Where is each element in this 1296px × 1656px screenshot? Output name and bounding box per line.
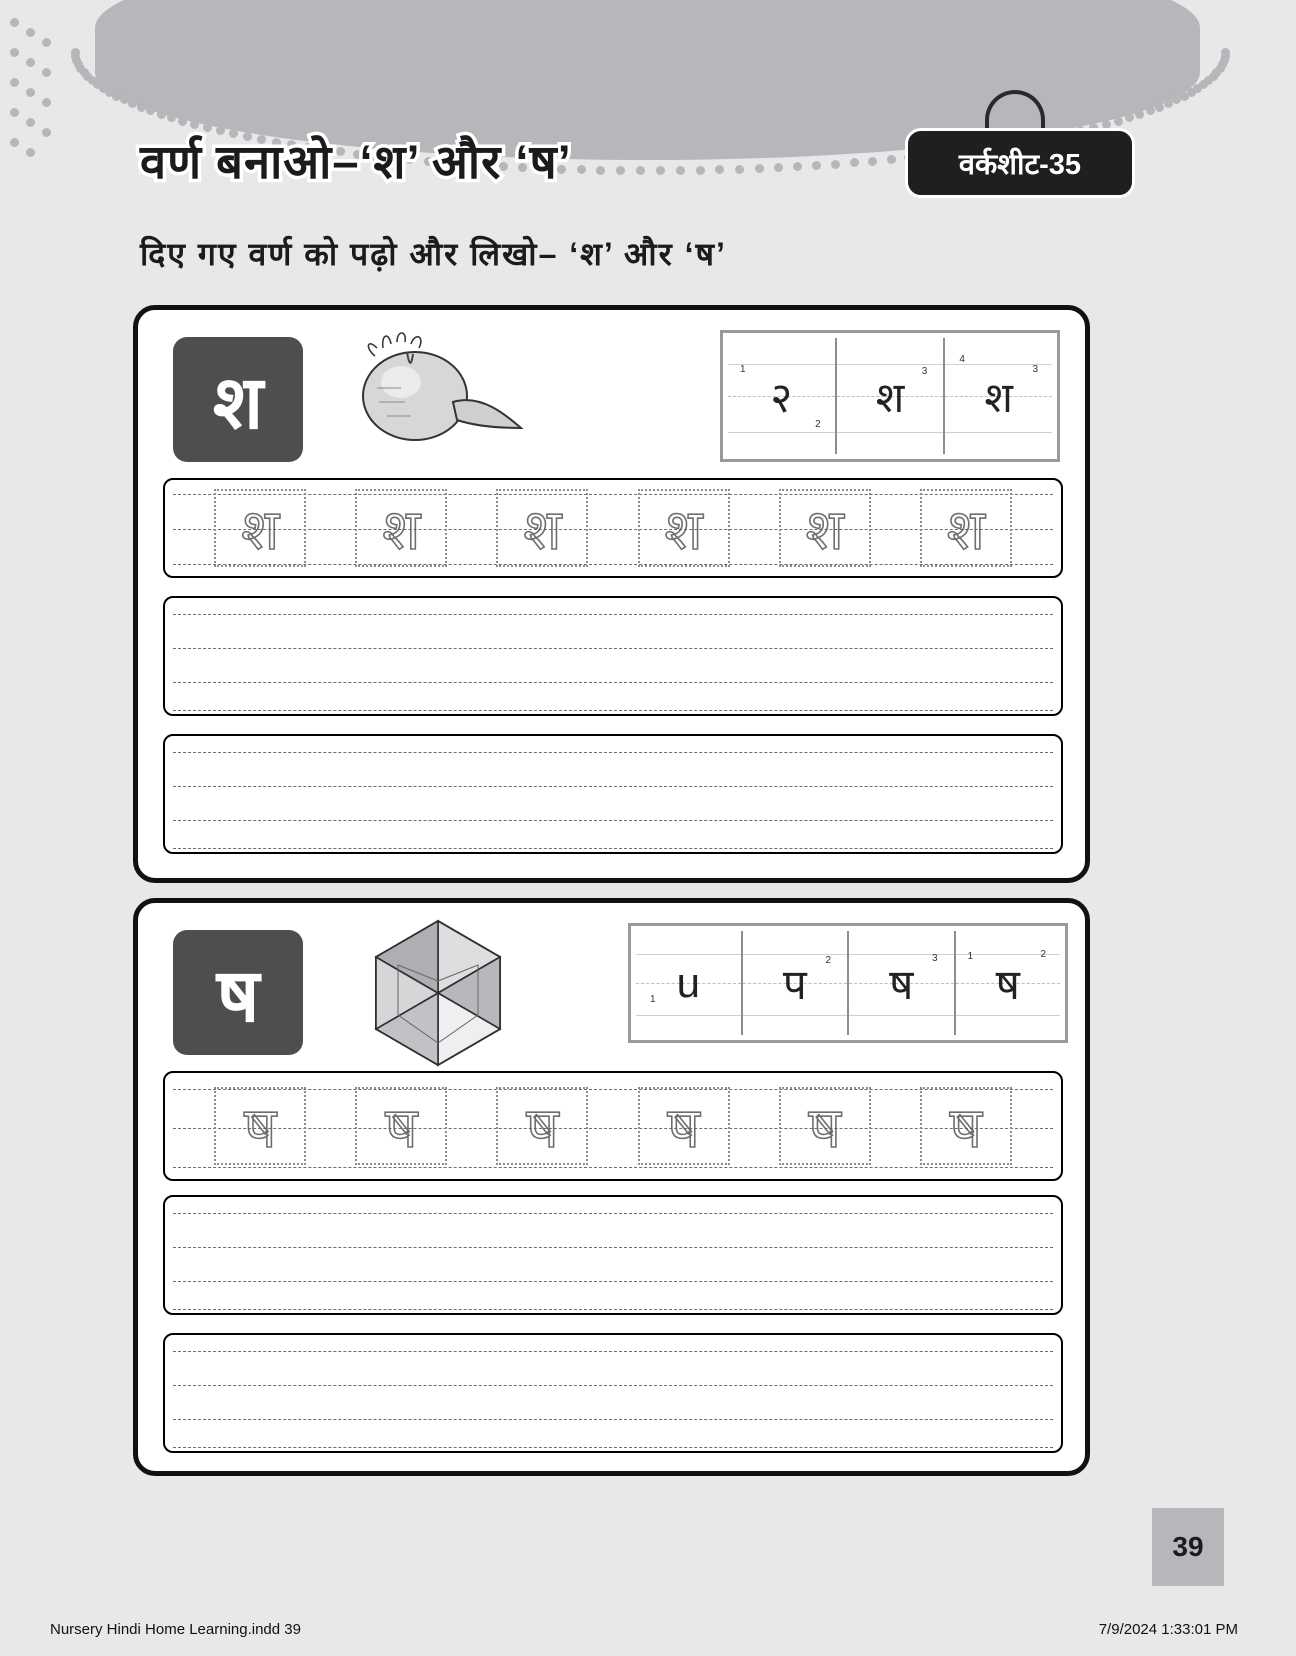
stroke-cell: 2 प — [743, 931, 850, 1035]
letter-badge-sha: श — [173, 337, 303, 462]
stroke-glyph: ष — [995, 960, 1020, 1008]
stroke-cell: 3 श — [837, 338, 946, 454]
banner-dot — [887, 155, 896, 164]
trace-glyph: ष — [526, 1096, 559, 1159]
banner-dot — [71, 48, 80, 57]
banner-dot — [42, 98, 51, 107]
banner-dot — [167, 113, 176, 122]
trace-cell[interactable] — [779, 1087, 871, 1165]
stroke-cell: 1 2 २ — [728, 338, 837, 454]
banner-dot — [10, 78, 19, 87]
stroke-glyph: श — [875, 373, 905, 421]
instruction-text: दिए गए वर्ण को पढ़ो और लिखो– ‘श’ और ‘ष’ — [140, 236, 727, 272]
trace-cell[interactable] — [638, 1087, 730, 1165]
practice-row[interactable] — [163, 596, 1063, 716]
banner-dot — [157, 110, 166, 119]
stroke-glyph: २ — [770, 373, 793, 421]
letter-badge-ssa: ष — [173, 930, 303, 1055]
banner-dot — [793, 162, 802, 171]
banner-dot — [128, 99, 137, 108]
banner-dot — [42, 38, 51, 47]
worksheet-tag: वर्कशीट-35 — [905, 128, 1135, 198]
trace-cell[interactable] — [920, 1087, 1012, 1165]
trace-cell[interactable] — [638, 489, 730, 567]
banner-dot — [42, 68, 51, 77]
turnip-illustration — [353, 328, 563, 468]
header-banner — [0, 0, 1296, 230]
trace-cell[interactable] — [355, 1087, 447, 1165]
practice-row[interactable] — [163, 1333, 1063, 1453]
tracing-row-ssa[interactable] — [163, 1071, 1063, 1181]
page-number: 39 — [1152, 1508, 1224, 1586]
banner-dot — [636, 166, 645, 175]
banner-dot — [696, 166, 705, 175]
banner-dot — [1180, 92, 1189, 101]
banner-dot — [26, 28, 35, 37]
banner-dot — [1125, 113, 1134, 122]
trace-cell[interactable] — [355, 489, 447, 567]
banner-dot — [676, 166, 685, 175]
trace-glyph: ष — [243, 1096, 277, 1159]
banner-dot — [1172, 95, 1181, 104]
trace-glyph: श — [805, 498, 844, 561]
banner-dot — [1114, 117, 1123, 126]
banner-dot — [577, 165, 586, 174]
stroke-glyph: ष — [889, 960, 914, 1008]
banner-dot — [137, 103, 146, 112]
banner-dot — [26, 148, 35, 157]
banner-dot — [26, 88, 35, 97]
banner-dot — [178, 117, 187, 126]
trace-glyph: ष — [385, 1096, 418, 1159]
practice-row[interactable] — [163, 1195, 1063, 1315]
trace-cell[interactable] — [496, 489, 588, 567]
stroke-cell: 4 3 श — [945, 338, 1052, 454]
banner-dot — [831, 160, 840, 169]
trace-glyph: श — [523, 498, 562, 561]
banner-dot — [1135, 110, 1144, 119]
stroke-order-grid-sha — [720, 330, 1060, 462]
banner-dot — [616, 166, 625, 175]
stroke-cell: 1 2 ष — [956, 931, 1061, 1035]
worksheet-panel-ssa — [133, 898, 1090, 1476]
banner-dot — [10, 18, 19, 27]
banner-dot — [10, 48, 19, 57]
banner-dot — [735, 165, 744, 174]
footer-file-label: Nursery Hindi Home Learning.indd 39 — [50, 1621, 301, 1638]
trace-cell[interactable] — [214, 489, 306, 567]
trace-glyph: श — [664, 498, 703, 561]
trace-glyph: ष — [949, 1096, 983, 1159]
banner-dot — [26, 118, 35, 127]
stroke-glyph: प — [782, 960, 807, 1008]
trace-glyph: श — [241, 498, 280, 561]
banner-dot — [868, 157, 877, 166]
banner-dot — [146, 106, 155, 115]
trace-cell[interactable] — [496, 1087, 588, 1165]
banner-dot — [42, 128, 51, 137]
banner-dot — [1164, 99, 1173, 108]
stroke-glyph: श — [984, 373, 1013, 421]
banner-dot — [656, 166, 665, 175]
footer-timestamp: 7/9/2024 1:33:01 PM — [1098, 1621, 1238, 1638]
stroke-cell: 1 u — [636, 931, 743, 1035]
banner-dot — [10, 138, 19, 147]
banner-dot — [10, 108, 19, 117]
trace-cell[interactable] — [779, 489, 871, 567]
trace-glyph: श — [382, 498, 421, 561]
trace-glyph: ष — [667, 1096, 700, 1159]
trace-glyph: ष — [808, 1096, 841, 1159]
banner-dot — [812, 161, 821, 170]
banner-dot — [1155, 103, 1164, 112]
banner-dot — [774, 163, 783, 172]
trace-cell[interactable] — [214, 1087, 306, 1165]
worksheet-panel-sha — [133, 305, 1090, 883]
banner-dot — [715, 165, 724, 174]
banner-dot — [1146, 106, 1155, 115]
banner-dot — [755, 164, 764, 173]
stroke-glyph: u — [676, 959, 700, 1006]
practice-row[interactable] — [163, 734, 1063, 854]
hexagon-illustration — [343, 913, 553, 1073]
stroke-cell: 3 ष — [849, 931, 956, 1035]
trace-glyph: श — [946, 498, 985, 561]
tracing-row-sha[interactable] — [163, 478, 1063, 578]
banner-dot — [26, 58, 35, 67]
banner-dot — [596, 166, 605, 175]
trace-cell[interactable] — [920, 489, 1012, 567]
banner-dot — [850, 158, 859, 167]
page-title: वर्ण बनाओ–‘श’ और ‘ष’ — [140, 135, 572, 188]
stroke-order-grid-ssa — [628, 923, 1068, 1043]
